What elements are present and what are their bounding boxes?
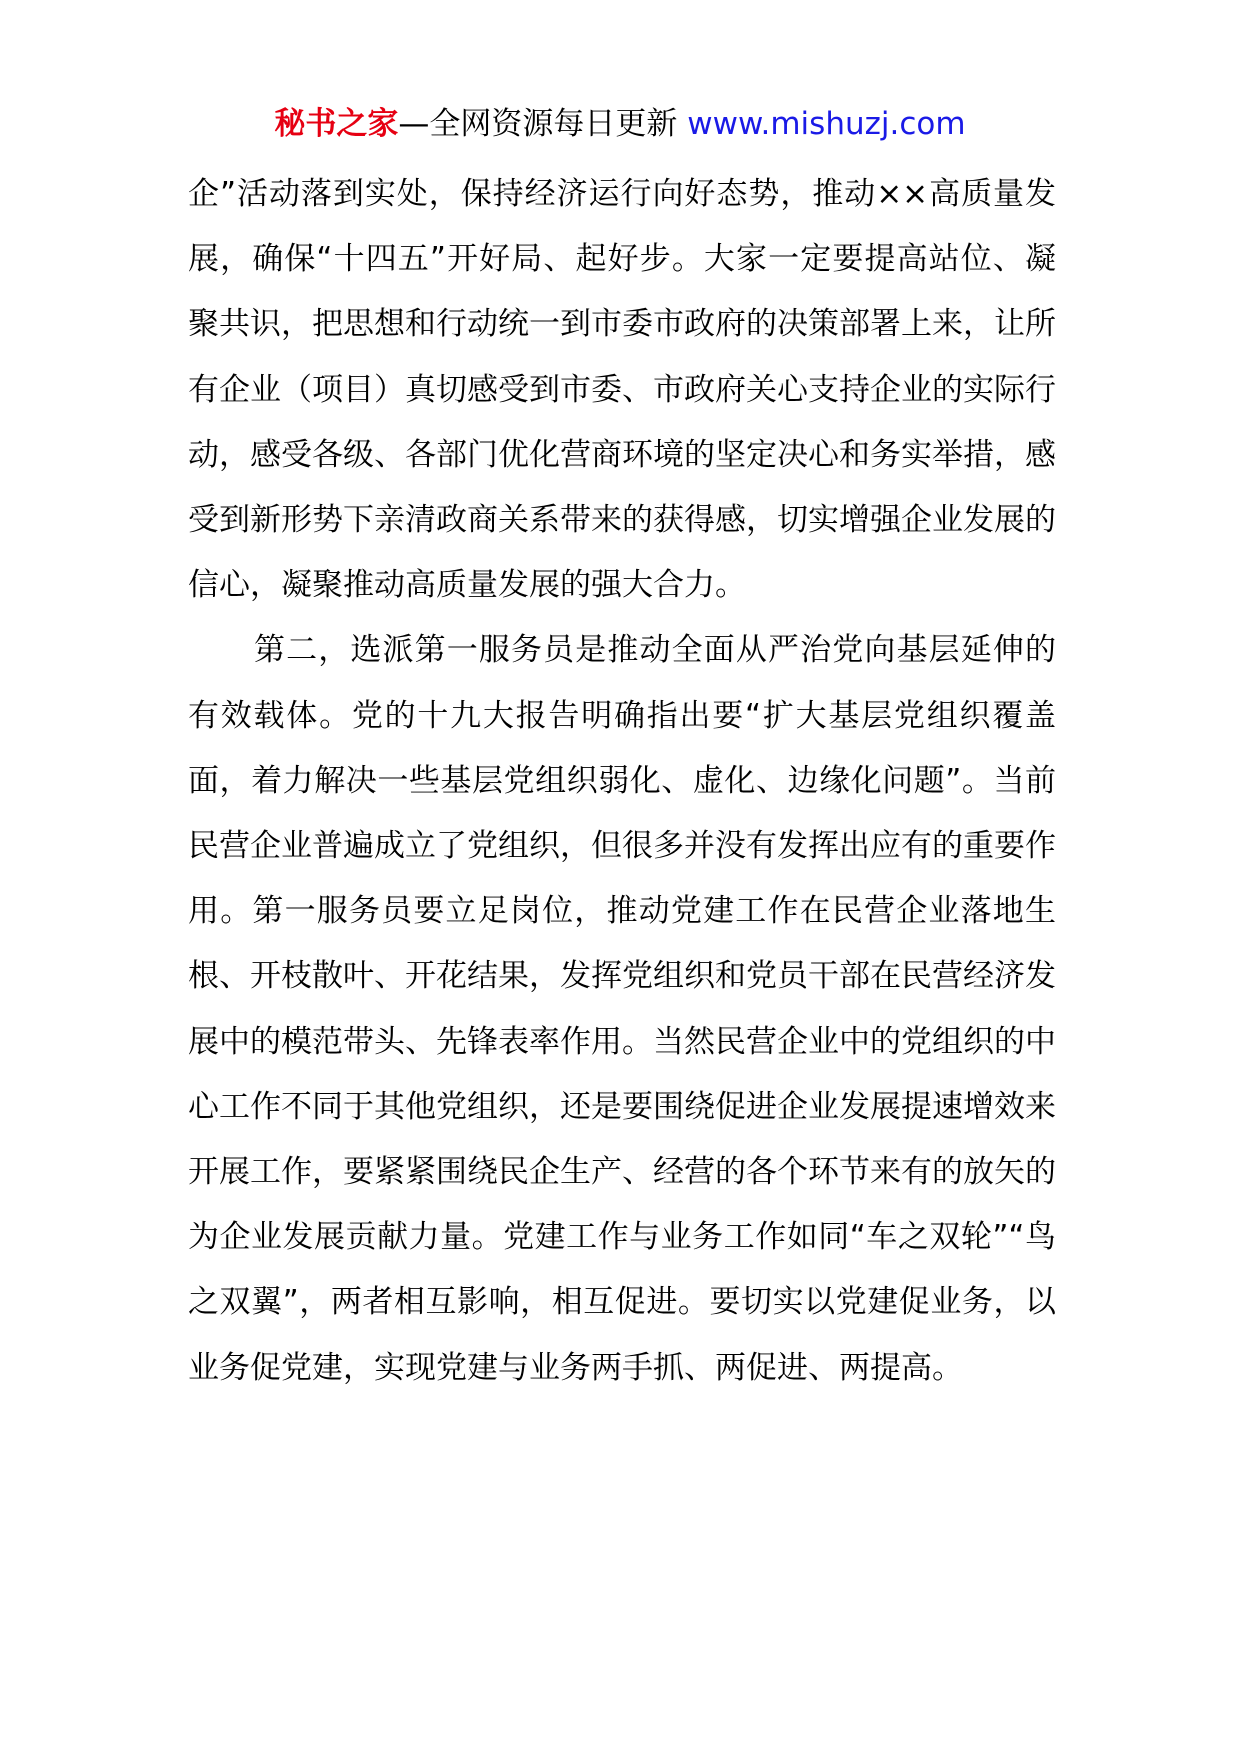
paragraph-second-point: 第二，选派第一服务员是推动全面从严治党向基层延伸的有效载体。党的十九大报告明确指出要“扩大基层党组织覆盖面，着力解决一些基层党组织弱化、虚化、边缘化问题”。当前民营企业普遍成立了党组织，但很多并没有发挥出应有的重要作用。第一服务员要立足岗位，推动党建工作在民营企业落地生根、开枝散叶、开花结果，发挥党组织和党员干部在民营经济发展中的模范带头、先锋表率作用。当然民营企业中的党组织的中心工作不同于其他党组织，还是要围绕促进企业发展提速增效来开展工作，要紧紧围绕民企生产、经营的各个环节来有的放矢的为企业发展贡献力量。党建工作与业务工作如同“车之双轮”“鸟之双翼”，两者相互影响，相互促进。要切实以党建促业务，以业务促党建，实现党建与业务两手抓、两促进、两提高。 xyxy=(188,632,1056,1386)
document-body xyxy=(188,162,1056,1401)
brand-name: 秘书之家 xyxy=(274,106,399,142)
site-url-link[interactable]: www.mishuzj.com xyxy=(687,106,966,142)
page-header xyxy=(0,102,1240,146)
header-tagline: —全网资源每日更新 xyxy=(398,106,688,142)
paragraph-continued: 企”活动落到实处，保持经济运行向好态势，推动××高质量发展，确保“十四五”开好局、起好步。大家一定要提高站位、凝聚共识，把思想和行动统一到市委市政府的决策部署上来，让所有企业（项目）真切感受到市委、市政府关心支持企业的实际行动，感受各级、各部门优化营商环境的坚定决心和务实举措，感受到新形势下亲清政商关系带来的获得感，切实增强企业发展的信心，凝聚推动高质量发展的强大合力。 xyxy=(188,176,1056,604)
